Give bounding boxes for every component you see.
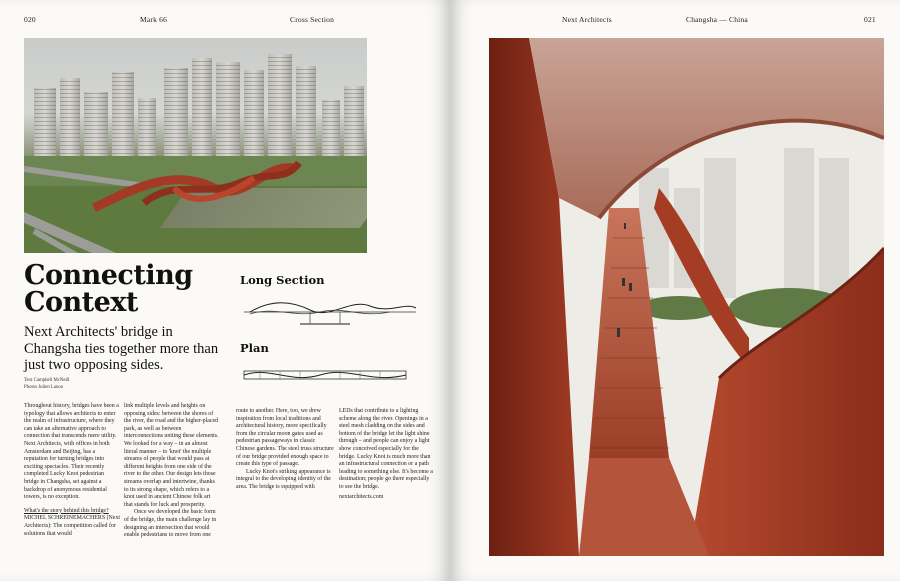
page-number-left: 020 <box>24 15 36 24</box>
plan-drawing <box>240 362 410 388</box>
body-paragraph: Throughout history, bridges have been a typology that allows architects to enter the realm of infrastructure, where they can take an alternative approach to connection that transcends mere utility. Next Architects, with offices in both Amsterdam and Beijing, has a reputation for turning bridges into exciting spectacles. Their recently completed Lucky Knot pedestrian bridge in Changsha, set against a backdrop of anonymous residential towers, is no exception. <box>24 403 119 501</box>
credit-photos: Photos Julien Lanoo <box>24 384 64 390</box>
credits <box>24 378 70 391</box>
body-column-3 <box>236 408 334 492</box>
long-section-label: Long Section <box>240 273 325 287</box>
body-paragraph: Once we developed the basic form of the bridge, the main challenge lay in designing an intersection that would enable pedestrians to move from one <box>124 509 217 539</box>
bridge-photo <box>489 38 884 556</box>
title-line-2: Context <box>24 287 138 318</box>
interview-question: What's the story behind this bridge? <box>24 507 109 514</box>
plan-label: Plan <box>240 341 269 355</box>
aerial-photo <box>24 38 367 253</box>
bridge-interior-illustration <box>489 38 884 556</box>
body-paragraph: route to another. Here, too, we drew inspiration from local traditions and architectural history, more specifically from the circular moon gates used as pedestrian passageways in classic Chinese gardens. The steel truss structure of our bridge provided enough space to create this type of passage. <box>236 408 334 468</box>
body-column-4 <box>339 408 435 501</box>
body-paragraph: Lucky Knot's striking appearance is integral to the developing identity of the area. The bridge is equipped with <box>236 468 331 490</box>
magazine-issue: Mark 66 <box>140 15 168 24</box>
website-link[interactable]: nextarchitects.com <box>339 493 384 500</box>
title-line-1: Connecting <box>24 260 193 291</box>
interview-answer: MICHEL SCHREINEMACHERS (Next Architects): The competition called for solutions that would <box>24 515 120 537</box>
bridge-shape <box>24 38 367 253</box>
article-subtitle: Next Architects' bridge in Changsha ties together more than just two opposing sides. <box>24 324 219 373</box>
article-title <box>24 262 224 316</box>
studio-name: Next Architects <box>562 15 612 24</box>
page-number-right: 021 <box>864 15 876 24</box>
body-paragraph: LEDs that contribute to a lighting scheme along the river. Openings in a steel mesh cladding on the sides and bottom of the bridge let the light shine through – and people can enjoy a light show conceived especially for the bridge. Lucky Knot is much more than an infrastructural connection or a path leading to something else. It's become a destination; people go there especially to see the bridge. <box>339 408 433 490</box>
location-name: Changsha — China <box>686 15 748 24</box>
body-paragraph: link multiple levels and heights on opposing sides: between the shores of the river, the road and the higher-placed park, as well as between interconnections uniting these elements. We looked for a way – in an almost literal manner – to 'knot' the multiple streams of people that would pass at different heights from one side of the river to the other. Our design lets those streams overlap and intertwine, thanks to its strong shape, which refers to a knot used in ancient Chinese folk art that stands for luck and prosperity. <box>124 403 219 508</box>
body-column-1 <box>24 403 120 538</box>
long-section-drawing <box>240 292 420 332</box>
body-column-2 <box>124 403 220 540</box>
right-page <box>450 0 900 581</box>
section-name: Cross Section <box>290 15 335 24</box>
credit-text: Text Campbell McNeill <box>24 378 70 383</box>
